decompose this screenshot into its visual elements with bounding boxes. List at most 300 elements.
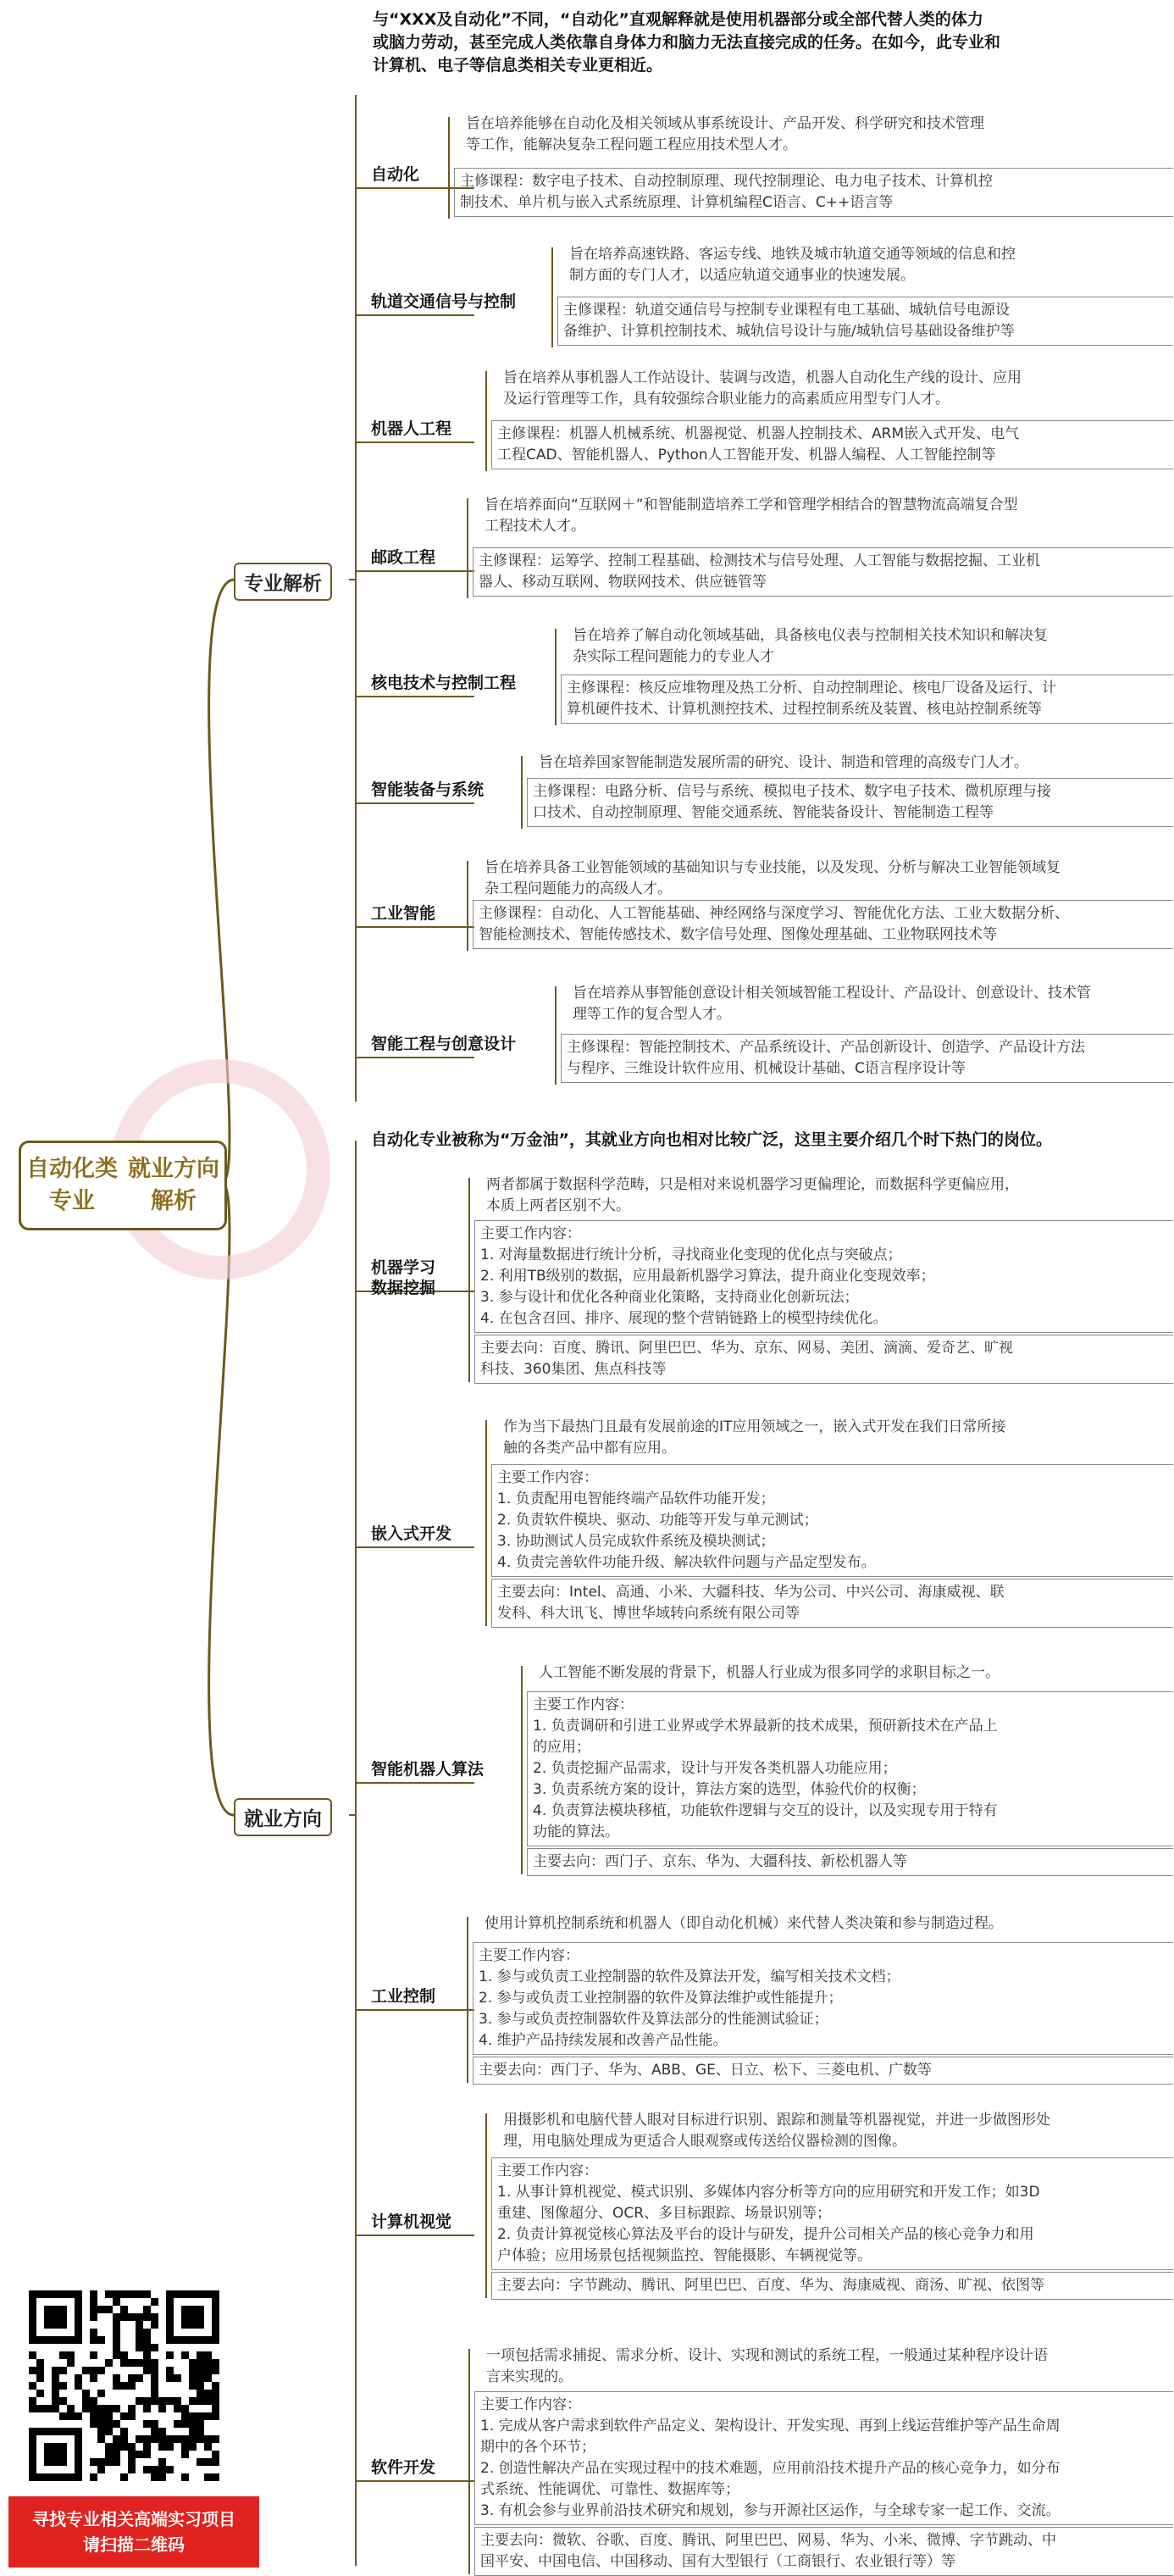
qr-module — [197, 2428, 204, 2435]
qr-module — [143, 2420, 151, 2428]
qr-module — [151, 2466, 158, 2473]
qr-module — [105, 2420, 113, 2428]
work-line: 主要工作内容： — [497, 1469, 598, 1486]
qr-module — [128, 2405, 136, 2412]
major-name[interactable]: 轨道交通信号与控制 — [371, 292, 517, 311]
qr-module — [189, 2443, 197, 2451]
destinations-line: 发科、科大讯飞、博世华域转向系统有限公司等 — [497, 1605, 800, 1622]
qr-module — [113, 2313, 120, 2321]
qr-module — [136, 2374, 143, 2382]
job-destinations — [474, 2527, 1173, 2576]
qr-module — [97, 2412, 105, 2420]
major-description — [466, 114, 1169, 156]
major-name[interactable]: 机器人工程 — [371, 419, 452, 438]
work-line: 2. 创造性解决产品在实现过程中的技术难题，应用前沿技术提升产品的核心竞争力，如分布 — [480, 2460, 1060, 2477]
qr-module — [143, 2329, 151, 2336]
qr-module — [151, 2298, 158, 2306]
qr-module — [158, 2466, 166, 2473]
qr-module — [105, 2428, 113, 2435]
job-name[interactable] — [371, 2212, 451, 2232]
qr-module — [52, 2374, 59, 2382]
qr-module — [189, 2428, 197, 2435]
qr-module — [105, 2306, 113, 2313]
job-name[interactable] — [371, 1524, 451, 1544]
qr-module — [75, 2374, 82, 2382]
job-name-line: 数据挖掘 — [371, 1279, 436, 1297]
qr-module — [113, 2451, 120, 2458]
description-line: 两者都属于数据科学范畴，只是相对来说机器学习更偏理论，而数据科学更偏应用， — [486, 1176, 1019, 1193]
qr-module — [90, 2412, 97, 2420]
qr-module — [197, 2382, 204, 2390]
qr-module — [90, 2313, 97, 2321]
qr-module — [29, 2351, 36, 2359]
qr-module — [59, 2412, 67, 2420]
qr-module — [189, 2367, 197, 2374]
qr-module — [212, 2367, 219, 2374]
qr-module — [204, 2374, 212, 2382]
work-line: 功能的算法。 — [533, 1824, 619, 1840]
qr-module — [36, 2405, 44, 2412]
description-line: 旨在培养国家智能制造发展所需的研究、设计、制造和管理的高级专门人才。 — [539, 754, 1028, 771]
qr-module — [59, 2397, 67, 2405]
work-line: 2. 参与或负责工业控制器的软件及算法维护或性能提升； — [479, 1990, 843, 2007]
qr-module — [174, 2435, 181, 2443]
work-line: 1. 负责调研和引进工业界或学术界最新的技术成果，预研新技术在产品上 — [533, 1718, 998, 1735]
qr-module — [197, 2374, 204, 2382]
major-courses — [491, 420, 1173, 469]
qr-module — [143, 2443, 151, 2451]
qr-module — [113, 2382, 120, 2390]
major-description — [539, 752, 1169, 774]
job-name[interactable] — [371, 1986, 435, 2007]
qr-module — [212, 2435, 219, 2443]
qr-module — [181, 2435, 189, 2443]
qr-module — [204, 2390, 212, 2397]
qr-module — [166, 2374, 174, 2382]
qr-module — [212, 2412, 219, 2420]
qr-module — [212, 2458, 219, 2466]
qr-module — [151, 2321, 158, 2329]
qr-module — [128, 2374, 136, 2382]
qr-banner[interactable] — [8, 2496, 259, 2568]
job-description — [539, 1663, 1169, 1684]
work-line: 主要工作内容： — [533, 1696, 634, 1713]
qr-module — [128, 2359, 136, 2367]
qr-module — [151, 2359, 158, 2367]
courses-line: 备维护、计算机控制技术、城轨信号设计与施/城轨信号基础设备维护等 — [563, 323, 1015, 340]
work-line: 2. 负责挖掘产品需求，设计与开发各类机器人功能应用； — [533, 1760, 897, 1777]
qr-module — [197, 2420, 204, 2428]
qr-module — [90, 2397, 97, 2405]
job-name-line: 智能机器人算法 — [371, 1760, 485, 1779]
courses-line: 主修课程：机器人机械系统、机器视觉、机器人控制技术、ARM嵌入式开发、电气 — [497, 425, 1020, 442]
job-destinations — [473, 2057, 1173, 2085]
work-line: 2. 利用TB级别的数据，应用最新机器学习算法，提升商业化变现效率； — [480, 1268, 935, 1285]
qr-module — [181, 2351, 189, 2359]
qr-module — [113, 2405, 120, 2412]
qr-module — [166, 2435, 174, 2443]
intro-line: 与“XXX及自动化”不同，“自动化”直观解释就是使用机器部分或全部代替人类的体力 — [373, 10, 983, 29]
qr-module — [166, 2443, 174, 2451]
work-line: 3. 参与或负责控制器软件及算法部分的性能测试验证； — [479, 2011, 828, 2028]
courses-line: 主修课程：自动化、人工智能基础、神经网络与深度学习、智能优化方法、工业大数据分析、 — [479, 905, 1069, 922]
qr-module — [143, 2313, 151, 2321]
qr-module — [128, 2466, 136, 2473]
qr-module — [90, 2473, 97, 2481]
qr-module — [189, 2374, 197, 2382]
work-line: 3. 参与设计和优化各种商业化策略，支持商业化创新玩法； — [480, 1289, 859, 1306]
qr-module — [113, 2420, 120, 2428]
qr-module — [189, 2359, 197, 2367]
qr-module — [105, 2443, 113, 2451]
qr-module — [97, 2367, 105, 2374]
qr-module — [29, 2397, 36, 2405]
qr-module — [29, 2367, 36, 2374]
qr-module — [105, 2458, 113, 2466]
qr-module — [143, 2351, 151, 2359]
qr-module — [105, 2451, 113, 2458]
qr-module — [90, 2336, 97, 2344]
qr-module — [174, 2374, 181, 2382]
qr-module — [36, 2359, 44, 2367]
major-name[interactable]: 自动化 — [371, 165, 420, 184]
qr-module — [166, 2466, 174, 2473]
qr-module — [97, 2405, 105, 2412]
qr-module — [151, 2473, 158, 2481]
qr-module — [197, 2359, 204, 2367]
work-line: 3. 协助测试人员完成软件系统及模块测试； — [497, 1533, 775, 1550]
qr-module — [105, 2405, 113, 2412]
job-destinations — [474, 1335, 1173, 1384]
courses-line: 工程CAD、智能机器人、Python人工智能开发、机器人编程、人工智能控制等 — [497, 447, 996, 464]
courses-line: 与程序、三维设计软件应用、机械设计基础、C语言程序设计等 — [567, 1060, 966, 1077]
qr-module — [59, 2367, 67, 2374]
root-title-line: 自动化类专业 — [26, 1156, 118, 1214]
job-work — [474, 2391, 1173, 2525]
qr-module — [52, 2382, 59, 2390]
description-line: 旨在培养能够在自动化及相关领域从事系统设计、产品开发、科学研究和技术管理 — [466, 115, 984, 132]
qr-module — [181, 2412, 189, 2420]
qr-module — [128, 2382, 136, 2390]
job-work — [474, 1220, 1173, 1333]
qr-module — [158, 2405, 166, 2412]
qr-module — [158, 2473, 166, 2481]
qr-module — [36, 2390, 44, 2397]
qr-module — [67, 2359, 75, 2367]
qr-module — [44, 2405, 52, 2412]
qr-module — [143, 2290, 151, 2298]
major-name[interactable]: 智能工程与创意设计 — [371, 1035, 517, 1053]
job-name[interactable] — [371, 1759, 484, 1779]
qr-module — [158, 2428, 166, 2435]
qr-module — [120, 2443, 128, 2451]
major-name[interactable]: 核电技术与控制工程 — [371, 674, 517, 692]
qr-module — [143, 2359, 151, 2367]
job-description — [485, 1913, 1169, 1935]
job-description — [486, 1174, 1169, 1217]
description-line: 制方面的专门人才，以适应轨道交通事业的快速发展。 — [569, 267, 915, 284]
work-line: 1. 负责配用电智能终端产品软件功能开发； — [497, 1491, 775, 1507]
work-line: 1. 参与或负责工业控制器的软件及算法开发，编写相关技术文档； — [479, 1968, 900, 1985]
qr-module — [113, 2435, 120, 2443]
qr-module — [212, 2451, 219, 2458]
qr-module — [105, 2290, 113, 2298]
intro-line: 或脑力劳动，甚至完成人类依靠自身体力和脑力无法直接完成的任务。在如今，此专业和 — [373, 33, 1001, 52]
major-courses — [561, 675, 1173, 724]
qr-module — [143, 2344, 151, 2351]
qr-module — [120, 2359, 128, 2367]
qr-module — [197, 2351, 204, 2359]
qr-module — [151, 2382, 158, 2390]
qr-module — [120, 2412, 128, 2420]
branch-career[interactable]: 就业方向 — [234, 1798, 332, 1836]
work-line: 主要工作内容： — [479, 1947, 579, 1964]
qr-module — [143, 2466, 151, 2473]
major-name[interactable]: 智能装备与系统 — [371, 780, 485, 799]
qr-module — [113, 2351, 120, 2359]
major-name[interactable]: 邮政工程 — [371, 548, 436, 567]
job-name-line: 计算机视觉 — [371, 2212, 452, 2231]
description-line: 理等工作的复合型人才。 — [573, 1006, 731, 1023]
qr-module — [151, 2313, 158, 2321]
qr-module — [52, 2405, 59, 2412]
qr-module — [113, 2321, 120, 2329]
description-line: 触的各类产品中都有应用。 — [503, 1440, 676, 1457]
description-line: 旨在培养面向“互联网＋”和智能制造培养工学和管理学相结合的智慧物流高端复合型 — [485, 497, 1018, 514]
qr-module — [29, 2382, 36, 2390]
major-courses — [527, 778, 1173, 827]
work-line: 4. 维护产品持续发展和改善产品性能。 — [479, 2032, 728, 2049]
courses-line: 制技术、单片机与嵌入式系统原理、计算机编程C语言、C++语言等 — [460, 194, 894, 211]
qr-module — [174, 2397, 181, 2405]
qr-module — [204, 2435, 212, 2443]
qr-module — [212, 2359, 219, 2367]
qr-module — [181, 2405, 189, 2412]
root-node — [19, 1141, 227, 1230]
qr-module — [97, 2420, 105, 2428]
qr-module — [151, 2374, 158, 2382]
qr-module — [67, 2351, 75, 2359]
qr-module — [113, 2290, 120, 2298]
intro-line: 计算机、电子等信息类相关专业更相近。 — [373, 56, 663, 75]
work-line: 2. 负责软件模块、驱动、功能等开发与单元测试； — [497, 1512, 818, 1529]
courses-line: 器人、移动互联网、物联网技术、供应链管等 — [479, 574, 767, 591]
work-line: 1. 从事计算机视觉、模式识别、多媒体内容分析等方向的应用研究和开发工作；如3D — [497, 2184, 1040, 2201]
qr-module — [97, 2306, 105, 2313]
qr-module — [113, 2374, 120, 2382]
qr-module — [204, 2458, 212, 2466]
job-destinations — [491, 2272, 1173, 2300]
work-line: 3. 负责系统方案的设计，算法方案的选型，体验代价的权衡； — [533, 1781, 926, 1798]
work-line: 4. 在包含召回、排序、展现的整个营销链路上的模型持续优化。 — [480, 1310, 888, 1327]
qr-module — [82, 2405, 90, 2412]
courses-line: 主修课程：轨道交通信号与控制专业课程有电工基础、城轨信号电源设 — [563, 302, 1010, 319]
qr-module — [120, 2435, 128, 2443]
work-line: 1. 对海量数据进行统计分析，寻找商业化变现的优化点与突破点； — [480, 1246, 902, 1263]
qr-module — [158, 2397, 166, 2405]
qr-module — [136, 2344, 143, 2351]
qr-module — [75, 2382, 82, 2390]
qr-module — [212, 2382, 219, 2390]
qr-code-graphic — [22, 2288, 225, 2483]
major-courses — [473, 900, 1173, 949]
qr-module — [97, 2390, 105, 2397]
qr-module — [166, 2397, 174, 2405]
work-line: 2. 负责计算视觉核心算法及平台的设计与研发，提升公司相关产品的核心竞争力和用 — [497, 2226, 1034, 2243]
qr-module — [204, 2351, 212, 2359]
qr-module — [143, 2336, 151, 2344]
description-line: 人工智能不断发展的背景下，机器人行业成为很多同学的求职目标之一。 — [539, 1664, 1000, 1681]
work-line: 户体验；应用场景包括视频监控、智能摄影、车辆视觉等。 — [497, 2247, 872, 2264]
qr-module — [120, 2428, 128, 2435]
qr-module — [90, 2405, 97, 2412]
work-line: 式系统、性能调优、可靠性、数据库等； — [480, 2481, 739, 2498]
qr-module — [204, 2473, 212, 2481]
job-destinations — [527, 1848, 1173, 1876]
major-courses — [473, 547, 1173, 597]
job-description — [503, 1417, 1169, 1459]
qr-module — [36, 2374, 44, 2382]
qr-module — [90, 2290, 97, 2298]
job-description — [503, 2110, 1169, 2152]
qr-module — [204, 2367, 212, 2374]
job-description — [486, 2346, 1169, 2388]
work-line: 3. 有机会参与业界前沿技术研究和规划，参与开源社区运作，与全球专家一起工作、交流。 — [480, 2502, 1060, 2519]
qr-module — [212, 2405, 219, 2412]
qr-module — [113, 2443, 120, 2451]
qr-module — [90, 2374, 97, 2382]
qr-module — [189, 2382, 197, 2390]
description-line: 及运行管理等工作，具有较强综合职业能力的高素质应用型专门人才。 — [503, 391, 950, 408]
qr-module — [204, 2397, 212, 2405]
qr-module — [120, 2313, 128, 2321]
courses-line: 智能检测技术、智能传感技术、数字信号处理、图像处理基础、工业物联网技术等 — [479, 926, 997, 943]
qr-module — [212, 2397, 219, 2405]
courses-line: 主修课程：核反应堆物理及热工分析、自动控制理论、核电厂设备及运行、计 — [567, 680, 1056, 697]
qr-module — [197, 2397, 204, 2405]
branch-analysis[interactable]: 专业解析 — [234, 563, 332, 601]
description-line: 工程技术人才。 — [485, 518, 585, 535]
work-line: 4. 负责完善软件功能升级、解决软件问题与产品定型发布。 — [497, 1554, 876, 1571]
qr-module — [52, 2367, 59, 2374]
qr-module — [67, 2405, 75, 2412]
major-description — [573, 983, 1169, 1025]
qr-module — [151, 2420, 158, 2428]
major-description — [485, 858, 1169, 900]
destinations-line: 主要去向：西门子、华为、ABB、GE、日立、松下、三菱电机、广数等 — [479, 2062, 932, 2079]
qr-module — [181, 2451, 189, 2458]
qr-module — [120, 2382, 128, 2390]
description-line: 旨在培养高速铁路、客运专线、地铁及城市轨道交通等领域的信息和控 — [569, 246, 1016, 263]
qr-module — [59, 2351, 67, 2359]
qr-module — [136, 2336, 143, 2344]
work-line: 主要工作内容： — [480, 2396, 581, 2413]
qr-finder — [44, 2443, 67, 2466]
qr-module — [128, 2412, 136, 2420]
connector-analysis-spine — [349, 95, 356, 1102]
qr-module — [197, 2367, 204, 2374]
root-title-line: 就业方向解析 — [128, 1156, 219, 1214]
qr-code-icon[interactable] — [22, 2288, 225, 2483]
description-line: 旨在培养具备工业智能领域的基础知识与专业技能，以及发现、分析与解决工业智能领域复 — [485, 859, 1060, 876]
job-work — [491, 1464, 1173, 1577]
job-destinations — [491, 1579, 1173, 1628]
qr-module — [204, 2443, 212, 2451]
qr-module — [204, 2412, 212, 2420]
qr-module — [120, 2473, 128, 2481]
qr-module — [189, 2397, 197, 2405]
description-line: 等工作，能解决复杂工程问题工程应用技术型人才。 — [466, 136, 797, 153]
job-name-line: 软件开发 — [371, 2458, 436, 2477]
qr-module — [52, 2397, 59, 2405]
qr-module — [158, 2458, 166, 2466]
work-line: 的应用； — [533, 1739, 590, 1756]
qr-finder — [44, 2306, 67, 2329]
qr-module — [136, 2313, 143, 2321]
qr-module — [67, 2412, 75, 2420]
description-line: 使用计算机控制系统和机器人（即自动化机械）来代替人类决策和参与制造过程。 — [485, 1915, 1003, 1932]
courses-line: 主修课程：数字电子技术、自动控制原理、现代控制理论、电力电子技术、计算机控 — [460, 173, 993, 190]
work-line: 重建、图像超分、OCR、多目标跟踪、场景识别等； — [497, 2205, 832, 2222]
work-line: 主要工作内容： — [480, 1225, 581, 1242]
major-courses — [557, 297, 1173, 346]
qr-module — [97, 2428, 105, 2435]
qr-module — [113, 2458, 120, 2466]
job-name[interactable] — [371, 1257, 435, 1298]
qr-module — [174, 2420, 181, 2428]
qr-module — [151, 2435, 158, 2443]
qr-module — [197, 2412, 204, 2420]
qr-module — [174, 2405, 181, 2412]
description-line: 言来实现的。 — [486, 2368, 573, 2385]
qr-module — [113, 2336, 120, 2344]
qr-module — [29, 2405, 36, 2412]
qr-module — [143, 2367, 151, 2374]
job-name[interactable] — [371, 2457, 435, 2478]
description-line: 杂实际工程问题能力的专业人才 — [573, 648, 774, 665]
description-line: 理，用电脑处理成为更适合人眼观察或传送给仪器检测的图像。 — [503, 2133, 906, 2150]
job-work — [473, 1942, 1173, 2055]
job-name-line: 嵌入式开发 — [371, 1524, 452, 1543]
major-courses — [561, 1034, 1173, 1083]
courses-line: 算机硬件技术、计算机测控技术、过程控制系统及装置、核电站控制系统等 — [567, 701, 1042, 718]
courses-line: 主修课程：运筹学、控制工程基础、检测技术与信号处理、人工智能与数据挖掘、工业机 — [479, 552, 1040, 569]
work-line: 1. 完成从客户需求到软件产品定义、架构设计、开发实现、再到上线运营维护等产品生命周 — [480, 2418, 1060, 2434]
job-work — [527, 1691, 1173, 1846]
banner-line: 寻找专业相关高端实习项目 — [32, 2509, 235, 2529]
qr-module — [52, 2390, 59, 2397]
destinations-line: 主要去向：百度、腾讯、阿里巴巴、华为、京东、网易、美团、滴滴、爱奇艺、旷视 — [480, 1340, 1013, 1357]
qr-module — [97, 2435, 105, 2443]
qr-module — [189, 2435, 197, 2443]
description-line: 一项包括需求捕捉、需求分析、设计、实现和测试的系统工程，一般通过某种程序设计语 — [486, 2347, 1048, 2364]
description-line: 旨在培养从事机器人工作站设计、装调与改造，机器人自动化生产线的设计、应用 — [503, 369, 1022, 386]
major-name[interactable]: 工业智能 — [371, 904, 436, 923]
qr-module — [204, 2359, 212, 2367]
qr-module — [197, 2390, 204, 2397]
qr-module — [189, 2412, 197, 2420]
work-line: 4. 负责算法模块移植，功能软件逻辑与交互的设计，以及实现专用于特有 — [533, 1802, 998, 1819]
qr-module — [82, 2390, 90, 2397]
qr-module — [97, 2336, 105, 2344]
qr-module — [128, 2313, 136, 2321]
qr-module — [59, 2382, 67, 2390]
qr-module — [105, 2412, 113, 2420]
major-description — [573, 625, 1169, 668]
qr-module — [181, 2420, 189, 2428]
qr-module — [105, 2359, 113, 2367]
intro-text — [373, 8, 1160, 77]
